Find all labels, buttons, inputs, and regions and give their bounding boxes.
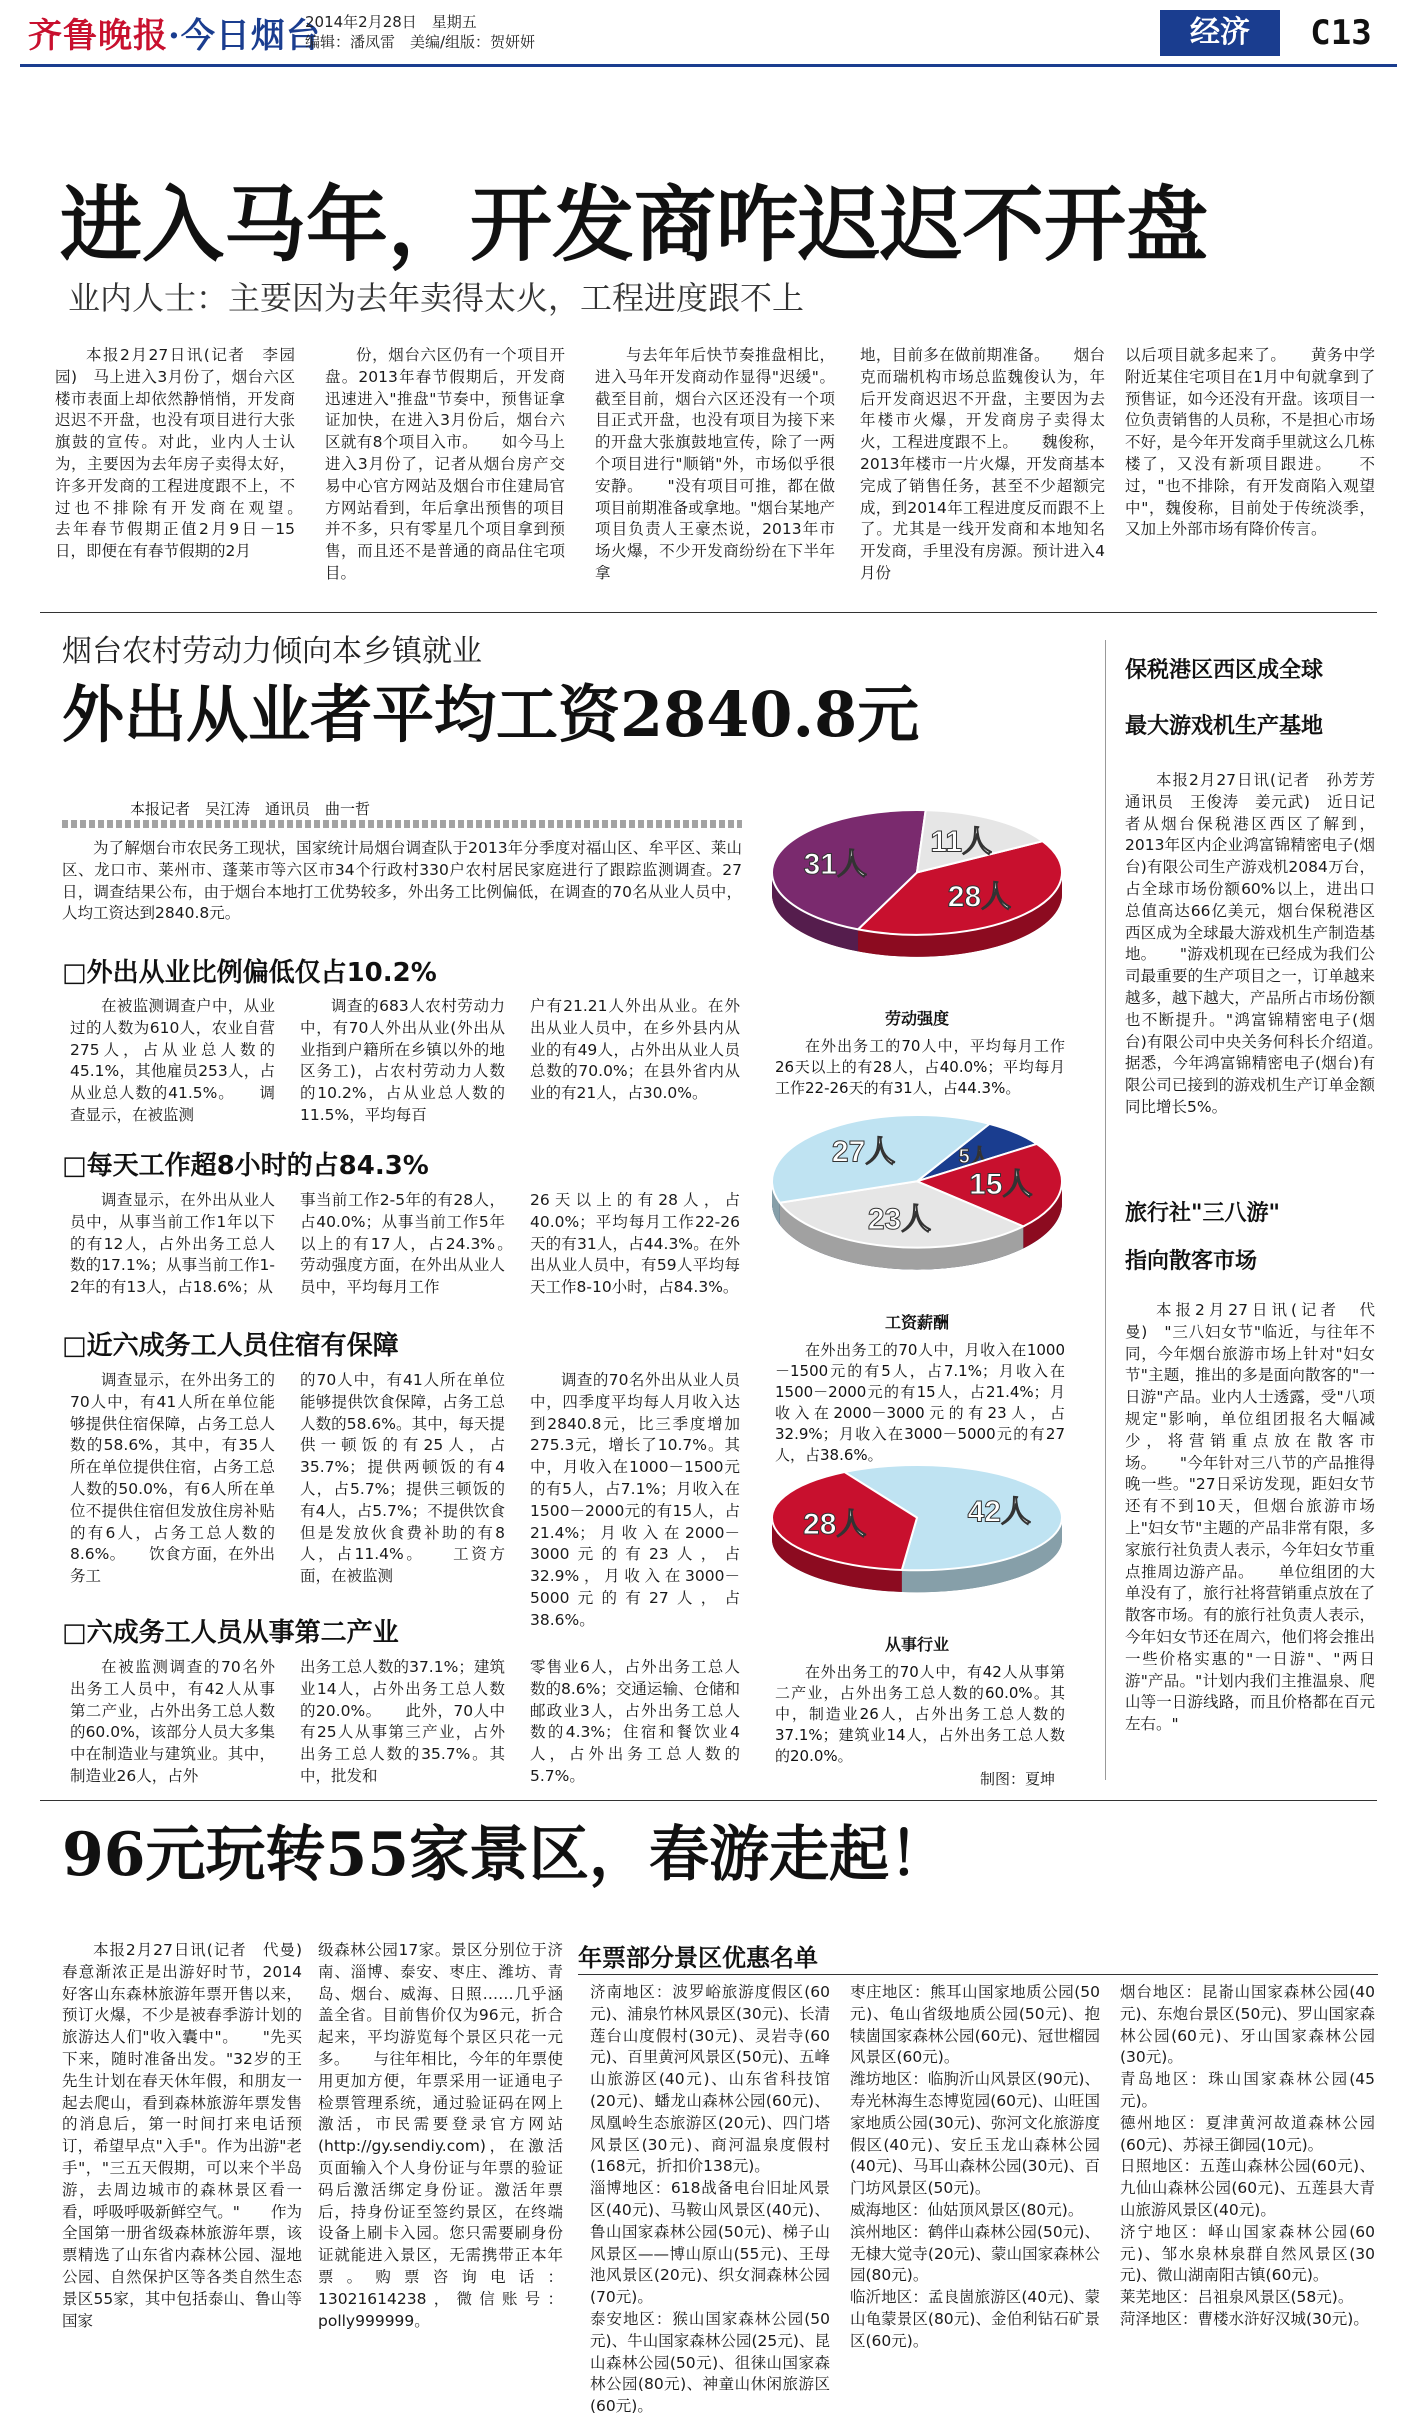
divider-2 [40,1800,1377,1801]
sidebar-divider [1105,640,1106,1780]
list-item: 临沂地区：孟良崮旅游区(40元)、蒙山龟蒙景区(80元)、金伯利钻石矿景区(60元)。 [850,2288,1100,2350]
article2-byline: 本报记者 吴江涛 通讯员 曲一哲 [130,800,371,818]
article3-col-2: 级森林公园17家。景区分别位于济南、淄博、泰安、枣庄、潍坊、青岛、烟台、威海、日照……几乎涵盖全省。目前售价仅为96元，折合起来，平均游览每个景区只花一元多。 与往年相比，今年的年票使用更加方便，年票采用一证通电子检票管理系统，通过验证码在网上激活，市民需要登录官方网站(http://gy.sendiy.com)，在激活页面输入个人身份证与年票的验证码后激活绑定身份证。激活年票后，持身份证至签约景区，在终端设备上刷卡入园。您只需要刷身份证就能进入景区，无需携带正本年票。购票咨询电话：13021614238，微信账号：polly999999。 [318,1941,563,2330]
article1-col-3: 与去年年后快节奏推盘相比，进入马年开发商动作显得"迟缓"。截至目前，烟台六区还没有一个项目正式开盘，也没有项目为接下来的开盘大张旗鼓地宣传，除了一两个项目进行"顺销"外，市场似乎很安静。 "没有项目可推，都在做项目前期准备或拿地。"烟台某地产项目负责人王豪杰说，2013年市场火爆，不少开发商纷纷在下半年拿 [595,346,835,582]
list-item: 潍坊地区：临朐沂山风景区(90元)、寿光林海生态博览园(60元)、山旺国家地质公园(30元)、弥河文化旅游度假区(40元)、安丘玉龙山森林公园(40元)、马耳山森林公园(30元)、百门坊风景区(50元)。 [850,2070,1100,2198]
list-item: 莱芜地区：吕祖泉风景区(58元)。 [1120,2288,1354,2307]
sidebar-story1-title-line2: 最大游戏机生产基地 [1125,714,1324,739]
list-item: 枣庄地区：熊耳山国家地质公园(50元)、龟山省级地质公园(50元)、抱犊崮国家森林公园(60元)、冠世榴园风景区(60元)。 [850,1983,1100,2067]
sidebar-story1-body: 本报2月27日讯(记者 孙芳芳 通讯员 王俊涛 姜元武) 近日记者从烟台保税港区西区了解到，2013年区内企业鸿富锦精密电子(烟台)有限公司生产游戏机2084万台，占全球市场份额60%以上，进出口总值高达66亿美元，烟台保税港区西区成为全球最大游戏机生产制造基地。 "游戏机现在已经成为我们公司最重要的生产项目之一，订单越来越多，越下越大，产品所占市场份额也不断提升。"鸿富锦精密电子(烟台)有限公司中央关务何科长介绍道。 据悉，今年鸿富锦精密电子(烟台)有限公司已接到的游戏机生产订单金额同比增长5%。 [1125,771,1407,1116]
discount-list-col-3 [1120,1982,1375,2331]
article1-col-4: 地，目前多在做前期准备。 烟台克而瑞机构市场总监魏俊认为，年后开发商迟迟不开盘，主要因为去年楼市火爆，开发商房子卖得太火，工程进度跟不上。 魏俊称，2013年楼市一片火爆，开发商基本完成了销售任务，甚至不少超额完成，到2014年工程进度反而跟不上了。尤其是一线开发商和本地知名开发商，手里没有房源。预计进入4月份 [860,346,1105,582]
pie-chart-industry [762,1455,1072,1620]
chart3-note: 在外出务工的70人中，有42人从事第二产业，占外出务工总人数的60.0%。其中，制造业26人，占外出务工总人数的37.1%；建筑业14人，占外出务工总人数的20.0%。 [775,1663,1065,1765]
sidebar-story2-body: 本报2月27日讯(记者 代曼) "三八妇女节"临近，与往年不同，今年烟台旅游市场上针对"妇女节"主题，推出的多是面向散客的"一日游"产品。业内人士透露，受"八项规定"影响，单位组团报名大幅减少，将营销重点放在散客市场。 "今年针对三八节的产品推得晚一些。"27日采访发现，距妇女节还有不到10天，但烟台旅游市场上"妇女节"主题的产品非常有限，多家旅行社负责人表示，今年妇女节重点推周边游产品。 单位组团的大单没有了，旅行社将营销重点放在了散客市场。有的旅行社负责人表示，今年妇女节还在周六，他们将会推出一些价格实惠的"一日游"、"两日游"产品。"计划内我们主推温泉、爬山等一日游线路，而且价格都在百元左右。" [1125,1301,1375,1734]
discount-list-col-2 [850,1982,1100,2353]
article1-title: 进入马年，开发商咋迟迟不开盘 [60,177,1209,273]
list-item: 德州地区：夏津黄河故道森林公园(60元)、苏禄王御园(10元)。 [1120,2113,1375,2154]
sidebar-story2-title-line1: 旅行社"三八游" [1125,1201,1280,1226]
issue-info [305,12,535,52]
article1-col-1: 本报2月27日讯(记者 李园园) 马上进入3月份了，烟台六区楼市表面上却依然静悄悄，开发商迟迟不开盘，也没有项目进行大张旗鼓的宣传。对此，业内人士认为，主要因为去年房子卖得太好，许多开发商的工程进度跟不上，不过也不排除有开发商在观望。 去年春节假期正值2月9日－15日，即便在有春节假期的2月 [55,346,327,561]
list-item: 泰安地区：猴山国家森林公园(50元)、牛山国家森林公园(25元)、昆山森林公园(50元)、徂徕山国家森林公园(80元)、神童山休闲旅游区(60元)。 [590,2309,830,2416]
pie-slice-label: 31人 [803,847,867,881]
section1-col-1: 在被监测调查户中，从业过的人数为610人，农业自营275人，占从业总人数的45.1%，其他雇员253人，占从业总人数的41.5%。 调查显示，在被监测 [70,997,275,1124]
section-head-3: □近六成务工人员住宿有保障 [62,1331,399,1361]
article3-title: 96元玩转55家景区，春游走起！ [62,1820,949,1890]
section-name: 经济 [1160,10,1280,56]
list-item: 烟台地区：昆嵛山国家森林公园(40元)、东炮台景区(50元)、罗山国家森林公园(60元)、牙山国家森林公园(30元)。 [1120,1983,1375,2067]
masthead [0,0,1417,62]
section3-col-2: 的70人中，有41人所在单位能够提供饮食保障，占务工总人数的58.6%。其中，每天提供一顿饭的有25人，占35.7%；提供两顿饭的有4人，占5.7%；提供三顿饭的有4人，占5.7%；不提供饮食但是发放伙食费补助的有8人，占11.4%。 工资方面，在被监测 [300,1371,505,1586]
section1-col-3: 户有21.21人外出从业。在外出从业人员中，在乡外县内从业的有49人，占外出从业人员总数的70.0%；在县外省内从业的有21人，占30.0%。 [530,997,740,1103]
article1-subtitle: 业内人士：主要因为去年卖得太火，工程进度跟不上 [68,279,805,317]
pie-slice-label: 28人 [947,880,1012,914]
section3-col-3: 调查的70名外出从业人员中，四季度平均每人月收入达到2840.8元，比三季度增加275.3元，增长了10.7%。其中，月收入在1000－1500元的有5人，占7.1%；月收入在1500－2000元的有15人，占21.4%；月收入在2000－3000元的有23人，占32.9%，月收入在3000－5000元的有27人，占38.6%。 [530,1371,740,1629]
article1-col-5: 以后项目就多起来了。 黄务中学附近某住宅项目在1月中旬就拿到了预售证，如今还没有开盘。该项目一位负责销售的人员称，不是担心市场不好，是今年开发商手里就这么几栋楼了，又没有新项目跟进。 不过，"也不排除，有开发商陷入观望中"，魏俊称，目前处于传统淡季，又加上外部市场有降价传言。 [1125,346,1375,539]
section2-col-2: 事当前工作2-5年的有28人，占40.0%；从事当前工作5年以上的有17人，占24.3%。 劳动强度方面，在外出从业人员中，平均每月工作 [300,1191,537,1297]
chart1-note: 在外出务工的70人中，平均每月工作26天以上的有28人，占40.0%；平均每月工作22-26天的有31人，占44.3%。 [775,1037,1065,1097]
list-item: 青岛地区：珠山国家森林公园(45元)。 [1120,2070,1375,2110]
chart3-caption: 从事行业 [884,1635,949,1654]
list-item: 济南地区：波罗峪旅游度假区(60元)、浦泉竹林风景区(30元)、长清莲台山度假村(30元)、灵岩寺(60元)、百里黄河风景区(50元)、五峰山旅游区(40元)、山东省科技馆(20元)、蟠龙山森林公园(60元)、凤凰岭生态旅游区(20元)、四门塔风景区(30元)、商河温泉度假村(168元，折扣价138元)。 [590,1983,830,2176]
section4-col-3: 零售业6人，占外出务工总人数的8.6%；交通运输、仓储和邮政业3人，占外出务工总人数的4.3%；住宿和餐饮业4人，占外出务工总人数的5.7%。 [530,1658,740,1785]
chart-credit: 制图：夏坤 [980,1770,1056,1788]
section2-col-3: 26天以上的有28人，占40.0%；平均每月工作22-26天的有31人，占44.3%。在外出从业人员中，有59人平均每天工作8-10小时，占84.3%。 [530,1191,740,1297]
pie-chart-labor [762,800,1072,990]
page-number: C13 [1310,13,1372,53]
pie-slice-label: 11人 [930,825,993,859]
divider-1 [40,612,1377,613]
article1-col-2: 份，烟台六区仍有一个项目开盘。2013年春节假期后，开发商迅速进入"推盘"节奏中，预售证拿证加快，在进入3月份后，烟台六区就有8个项目入市。 如今马上进入3月份了，记者从烟台房产交易中心官方网站及烟台市住建局官方网站看到，年后拿出预售的项目并不多，只有零星几个项目拿到预售，而且还不是普通的商品住宅项目。 [325,346,565,582]
article3-col-1: 本报2月27日讯(记者 代曼) 春意渐浓正是出游好时节，2014好客山东森林旅游年票开售以来，预订火爆，不少是被春季游计划的旅游达人们"收入囊中"。 "先买下来，随时准备出发。"32岁的王先生计划在春天休年假，和朋友一起去爬山，看到森林旅游年票发售的消息后，第一时间打来电话预订，希望早点"入手"。作为出游"老手"，"三五天假期，可以来个半岛游，去周边城市的森林景区看一看，呼吸呼吸新鲜空气。" 作为全国第一册省级森林旅游年票，该票精选了山东省内森林公园、湿地公园、自然保护区等各类自然生态景区55家，其中包括泰山、鲁山等国家 [62,1941,318,2330]
wavy-rule [62,820,742,828]
chart1-caption: 劳动强度 [884,1009,949,1028]
section4-col-1: 在被监测调查的70名外出务工人员中，有42人从事第二产业，占外出务工总人数的60.0%，该部分人员大多集中在制造业与建筑业。其中，制造业26人，占外 [70,1658,275,1785]
sidebar-story1-title-line1: 保税港区西区成全球 [1125,658,1324,683]
pie-slice-label: 42人 [967,1495,1031,1529]
section-badge [1160,10,1398,56]
section-head-4: □六成务工人员从事第二产业 [62,1618,399,1648]
list-item: 菏泽地区：曹楼水浒好汉城(30元)。 [1120,2309,1369,2328]
article2-lead: 为了解烟台市农民务工现状，国家统计局烟台调查队于2013年分季度对福山区、牟平区、莱山区、龙口市、莱州市、蓬莱市等六区市34个行政村330户农村居民家庭进行了跟踪监测调查。27日，调查结果公布，由于烟台本地打工优势较多，外出务工比例偏低，在调查的70名从业人员中，人均工资达到2840.8元。 [62,839,742,923]
chart2-caption: 工资薪酬 [884,1313,949,1332]
pie-slice-label: 23人 [867,1202,932,1236]
section1-col-2: 调查的683人农村劳动力中，有70人外出从业(外出从业指到户籍所在乡镇以外的地区务工)，占农村劳动力人数的10.2%，占从业总人数的11.5%，平均每百 [300,997,505,1124]
section-head-1: □外出从业比例偏低仅占10.2% [62,958,437,988]
pie-slice-label: 27人 [831,1135,896,1169]
sidebar-story2-title-line2: 指向散客市场 [1125,1249,1258,1274]
article2-title: 外出从业者平均工资2840.8元 [62,678,920,751]
list-item: 滨州地区：鹤伴山森林公园(50元)、无棣大觉寺(20元)、蒙山国家森林公园(80元)。 [850,2222,1100,2285]
chart2-note: 在外出务工的70人中，月收入在1000－1500元的有5人，占7.1%；月收入在1500－2000元的有15人，占21.4%；月收入在2000－3000元的有23人，占32.9%；月收入在3000－5000元的有27人，占38.6%。 [775,1341,1065,1464]
pie-slice-label: 28人 [803,1507,867,1541]
discount-list-title: 年票部分景区优惠名单 [578,1944,818,1972]
list-item: 威海地区：仙姑顶风景区(80元)。 [850,2200,1084,2219]
list-item: 日照地区：五莲山森林公园(60元)、九仙山森林公园(60元)、五莲县大青山旅游风景区(40元)。 [1120,2157,1375,2219]
discount-list-col-1 [590,1982,830,2418]
issue-date: 2014年2月28日 星期五 [305,13,477,31]
header-rule [20,64,1397,67]
section-head-2: □每天工作超8小时的占84.3% [62,1151,429,1181]
list-item: 淄博地区：618战备电台旧址风景区(40元)、马鞍山风景区(40元)、鲁山国家森林公园(50元)、梯子山风景区——博山原山(55元)、王母池风景区(20元)、织女洞森林公园(70元)。 [590,2179,830,2307]
list-item: 济宁地区：峄山国家森林公园(60元)、邹水泉林泉群自然风景区(30元)、微山湖南阳古镇(60元)。 [1120,2222,1375,2285]
article2-kicker: 烟台农村劳动力倾向本乡镇就业 [62,634,482,669]
pie-slice-label: 5人 [958,1146,990,1169]
editors-line: 编辑：潘凤雷 美编/组版：贺妍妍 [305,33,536,51]
newspaper-logo: 齐鲁晚报·今日烟台 [28,16,321,56]
section4-col-2: 出务工总人数的37.1%；建筑业14人，占外出务工总人数的20.0%。 此外，70人中有25人从事第三产业，占外出务工总人数的35.7%。其中，批发和 [300,1658,505,1785]
pie-slice-label: 15人 [969,1168,1033,1202]
section3-col-1: 调查显示，在外出务工的70人中，有41人所在单位能够提供住宿保障，占务工总人数的58.6%，其中，有35人所在单位提供住宿，占务工总人数的50.0%，有6人所在单位不提供住宿但发放住房补贴的有6人，占务工总人数的8.6%。 饮食方面，在外出务工 [70,1371,275,1586]
section2-col-1: 调查显示，在外出从业人员中，从事当前工作1年以下的有12人，占外出务工总人数的17.1%；从事当前工作1-2年的有13人，占18.6%；从 [70,1191,275,1297]
list-title-rule [578,1974,1378,1975]
pie-chart-wage [762,1105,1072,1305]
